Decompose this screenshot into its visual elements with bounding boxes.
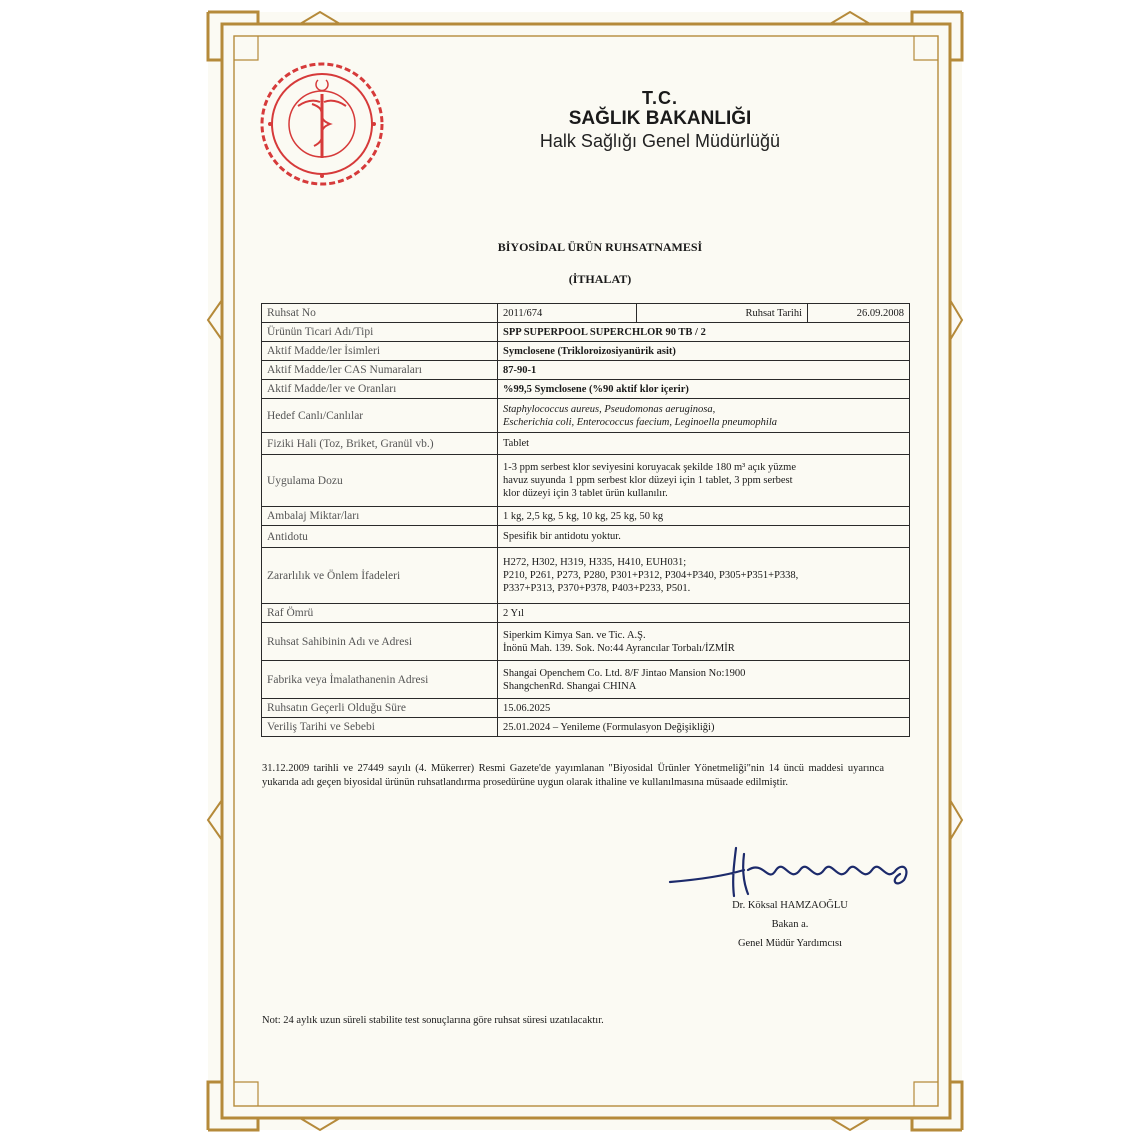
row-label: Antidotu <box>262 526 498 548</box>
signer-role: Bakan a. <box>771 919 809 930</box>
table-row <box>262 526 910 548</box>
table-row <box>262 718 910 737</box>
value-line: H272, H302, H319, H335, H410, EUH031; <box>503 557 687 568</box>
document-title: BİYOSİDAL ÜRÜN RUHSATNAMESİ <box>497 240 703 254</box>
table-row <box>262 304 910 323</box>
table-row <box>262 455 910 507</box>
row-label: Uygulama Dozu <box>262 455 498 507</box>
value-line: ShangchenRd. Shangai CHINA <box>503 680 637 692</box>
value-line: P210, P261, P273, P280, P301+P312, P304+P340, P305+P351+P338, <box>503 570 799 581</box>
permit-no-label: Ruhsat No <box>262 304 498 323</box>
table-row <box>262 361 910 380</box>
value-line: havuz suyunda 1 ppm serbest klor düzeyi için 1 tablet, 3 ppm serbest <box>503 475 793 486</box>
signer-title: Genel Müdür Yardımcısı <box>737 938 843 949</box>
permit-table <box>261 303 910 737</box>
value-line: Escherichia coli, Enterococcus faecium, Leginoella pneumophila <box>503 416 778 428</box>
value-line: Siperkim Kimya San. ve Tic. A.Ş. <box>503 629 646 641</box>
value-line: Staphylococcus aureus, Pseudomonas aeruginosa, <box>503 403 716 415</box>
row-value: Symclosene (Trikloroizosiyanürik asit) <box>498 342 910 361</box>
directorate-name: Halk Sağlığı Genel Müdürlüğü <box>539 131 781 151</box>
ministry-name: SAĞLIK BAKANLIĞI <box>568 108 752 129</box>
table-row <box>262 323 910 342</box>
table-row <box>262 342 910 361</box>
value-line: Shangai Openchem Co. Ltd. 8/F Jintao Mansion No:1900 <box>503 667 746 679</box>
row-value: Spesifik bir antidotu yoktur. <box>498 526 910 548</box>
ministry-seal-icon <box>258 60 386 188</box>
table-row <box>262 548 910 604</box>
permit-date-value: 26.09.2008 <box>808 304 910 323</box>
value-line: P337+P313, P370+P378, P403+P233, P501. <box>503 583 691 594</box>
permit-no-value: 2011/674 <box>498 304 637 323</box>
row-value: 1 kg, 2,5 kg, 5 kg, 10 kg, 25 kg, 50 kg <box>498 507 910 526</box>
row-value: 15.06.2025 <box>498 699 910 718</box>
permit-date-label: Ruhsat Tarihi <box>637 304 808 323</box>
row-value: SPP SUPERPOOL SUPERCHLOR 90 TB / 2 <box>498 323 910 342</box>
signer-name: Dr. Köksal HAMZAOĞLU <box>732 900 848 911</box>
legal-statement: 31.12.2009 tarihli ve 27449 sayılı (4. Mükerrer) Resmi Gazete'de yayımlanan "Biyosidal Ürünler Yönetmeliği"nin 14 üncü maddesi uyarınca yukarıda adı geçen biyosidal ürünün ruhsatlandırma prosedürüne uygun olarak ithaline ve kullanılmasına müsaade edilmiştir. <box>262 763 884 788</box>
table-row <box>262 699 910 718</box>
row-label: Raf Ömrü <box>262 604 498 623</box>
row-label: Fabrika veya İmalathanenin Adresi <box>262 661 498 699</box>
row-value: Tablet <box>498 433 910 455</box>
table-row <box>262 661 910 699</box>
row-label: Veriliş Tarihi ve Sebebi <box>262 718 498 737</box>
row-label: Aktif Madde/ler ve Oranları <box>262 380 498 399</box>
row-value: 2 Yıl <box>498 604 910 623</box>
table-row <box>262 623 910 661</box>
document-subtitle: (İTHALAT) <box>568 272 632 286</box>
row-value <box>498 661 910 699</box>
row-value <box>498 455 910 507</box>
value-line: klor düzeyi için 3 tablet ürün kullanılır. <box>503 488 668 499</box>
row-label: Hedef Canlı/Canlılar <box>262 399 498 433</box>
row-label: Ruhsat Sahibinin Adı ve Adresi <box>262 623 498 661</box>
bottom-note: Not: 24 aylık uzun süreli stabilite test sonuçlarına göre ruhsat süresi uzatılacaktır. <box>262 1015 604 1026</box>
row-label: Zararlılık ve Önlem İfadeleri <box>262 548 498 604</box>
value-line: 1-3 ppm serbest klor seviyesini koruyacak şekilde 180 m³ açık yüzme <box>503 462 796 473</box>
row-label: Ambalaj Miktar/ları <box>262 507 498 526</box>
table-row <box>262 433 910 455</box>
signature-icon <box>664 840 924 900</box>
row-label: Ruhsatın Geçerli Olduğu Süre <box>262 699 498 718</box>
row-label: Fiziki Hali (Toz, Briket, Granül vb.) <box>262 433 498 455</box>
row-value <box>498 548 910 604</box>
ministry-header <box>500 88 820 152</box>
row-value <box>498 399 910 433</box>
row-value <box>498 623 910 661</box>
row-value: 87-90-1 <box>498 361 910 380</box>
value-line: İnönü Mah. 139. Sok. No:44 Ayrancılar Torbalı/İZMİR <box>503 642 735 654</box>
table-row <box>262 507 910 526</box>
row-label: Aktif Madde/ler İsimleri <box>262 342 498 361</box>
table-row <box>262 604 910 623</box>
tc-label: T.C. <box>641 88 678 108</box>
row-label: Aktif Madde/ler CAS Numaraları <box>262 361 498 380</box>
table-row <box>262 380 910 399</box>
table-row <box>262 399 910 433</box>
row-label: Ürünün Ticari Adı/Tipi <box>262 323 498 342</box>
row-value: 25.01.2024 – Yenileme (Formulasyon Değişikliği) <box>498 718 910 737</box>
row-value: %99,5 Symclosene (%90 aktif klor içerir) <box>498 380 910 399</box>
signer-block <box>680 896 900 953</box>
